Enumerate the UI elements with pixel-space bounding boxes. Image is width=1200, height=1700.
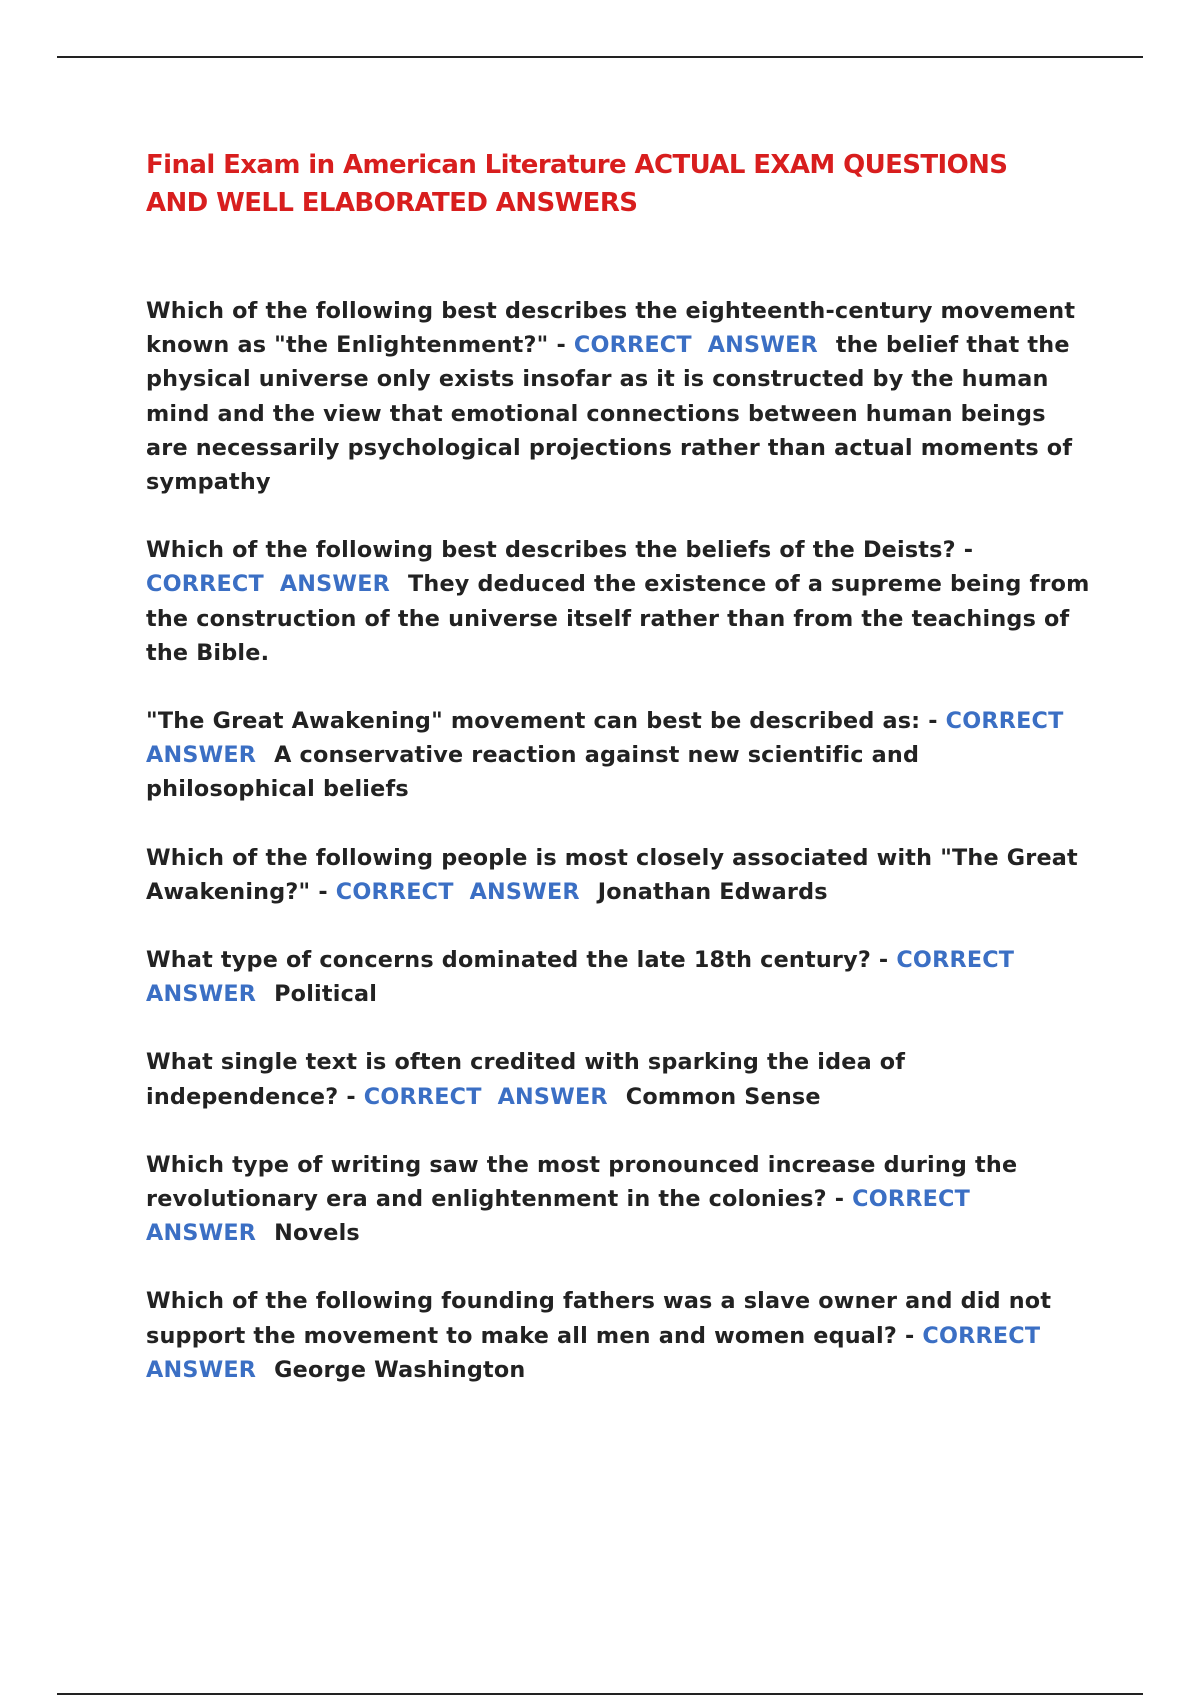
qa-item [146, 294, 1090, 499]
question-text: Which of the following best describes the eighteenth-century movement known as "the Enlightenment?" - [146, 298, 1076, 359]
answer-text: A conservative reaction against new scientific and philosophical beliefs [146, 742, 920, 803]
answer-text: Jonathan Edwards [597, 878, 828, 905]
answer-text: the belief that the physical universe only exists insofar as it is constructed by the human mind and the view that emotional connections between human beings are necessarily psychological projections rather than actual moments of sympathy [146, 332, 1073, 496]
answer-text: George Washington [274, 1356, 526, 1383]
correct-answer-label: CORRECT ANSWER [146, 708, 1064, 769]
correct-answer-label: CORRECT ANSWER [146, 571, 390, 598]
question-text: Which type of writing saw the most pronounced increase during the revolutionary era and enlightenment in the colonies? - [146, 1151, 1018, 1213]
top-rule [57, 56, 1143, 58]
question-text: What single text is often credited with sparking the idea of independence? - [146, 1049, 906, 1110]
correct-answer-label: CORRECT ANSWER [363, 1083, 608, 1110]
qa-item [146, 704, 1090, 807]
answer-text: Political [274, 981, 378, 1008]
answer-text: Common Sense [625, 1083, 821, 1110]
qa-item [146, 1284, 1090, 1387]
question-text: Which of the following founding fathers was a slave owner and did not support the movement to make all men and women equal? - [146, 1288, 1052, 1349]
question-answer-list [146, 294, 1090, 1421]
qa-item [146, 533, 1090, 670]
question-text: Which of the following people is most closely associated with "The Great Awakening?" - [146, 844, 1078, 905]
question-text: "The Great Awakening" movement can best be described as: - [146, 708, 938, 735]
qa-item [146, 1148, 1090, 1251]
qa-item [146, 943, 1090, 1011]
correct-answer-label: CORRECT ANSWER [146, 947, 1015, 1008]
question-text: Which of the following best describes the beliefs of the Deists? - [146, 537, 974, 564]
answer-text: Novels [274, 1220, 360, 1247]
correct-answer-label: CORRECT ANSWER [146, 1186, 971, 1247]
correct-answer-label: CORRECT ANSWER [146, 1322, 1041, 1383]
qa-item [146, 841, 1090, 909]
bottom-rule [57, 1693, 1143, 1695]
correct-answer-label: CORRECT ANSWER [573, 332, 818, 359]
answer-text: They deduced the existence of a supreme being from the construction of the universe itself rather than from the teachings of the Bible. [146, 571, 1090, 666]
document-title: Final Exam in American Literature ACTUAL EXAM QUESTIONS AND WELL ELABORATED ANSWERS [146, 150, 1008, 218]
question-text: What type of concerns dominated the late 18th century? - [146, 947, 889, 974]
correct-answer-label: CORRECT ANSWER [335, 878, 580, 905]
qa-item [146, 1045, 1090, 1113]
